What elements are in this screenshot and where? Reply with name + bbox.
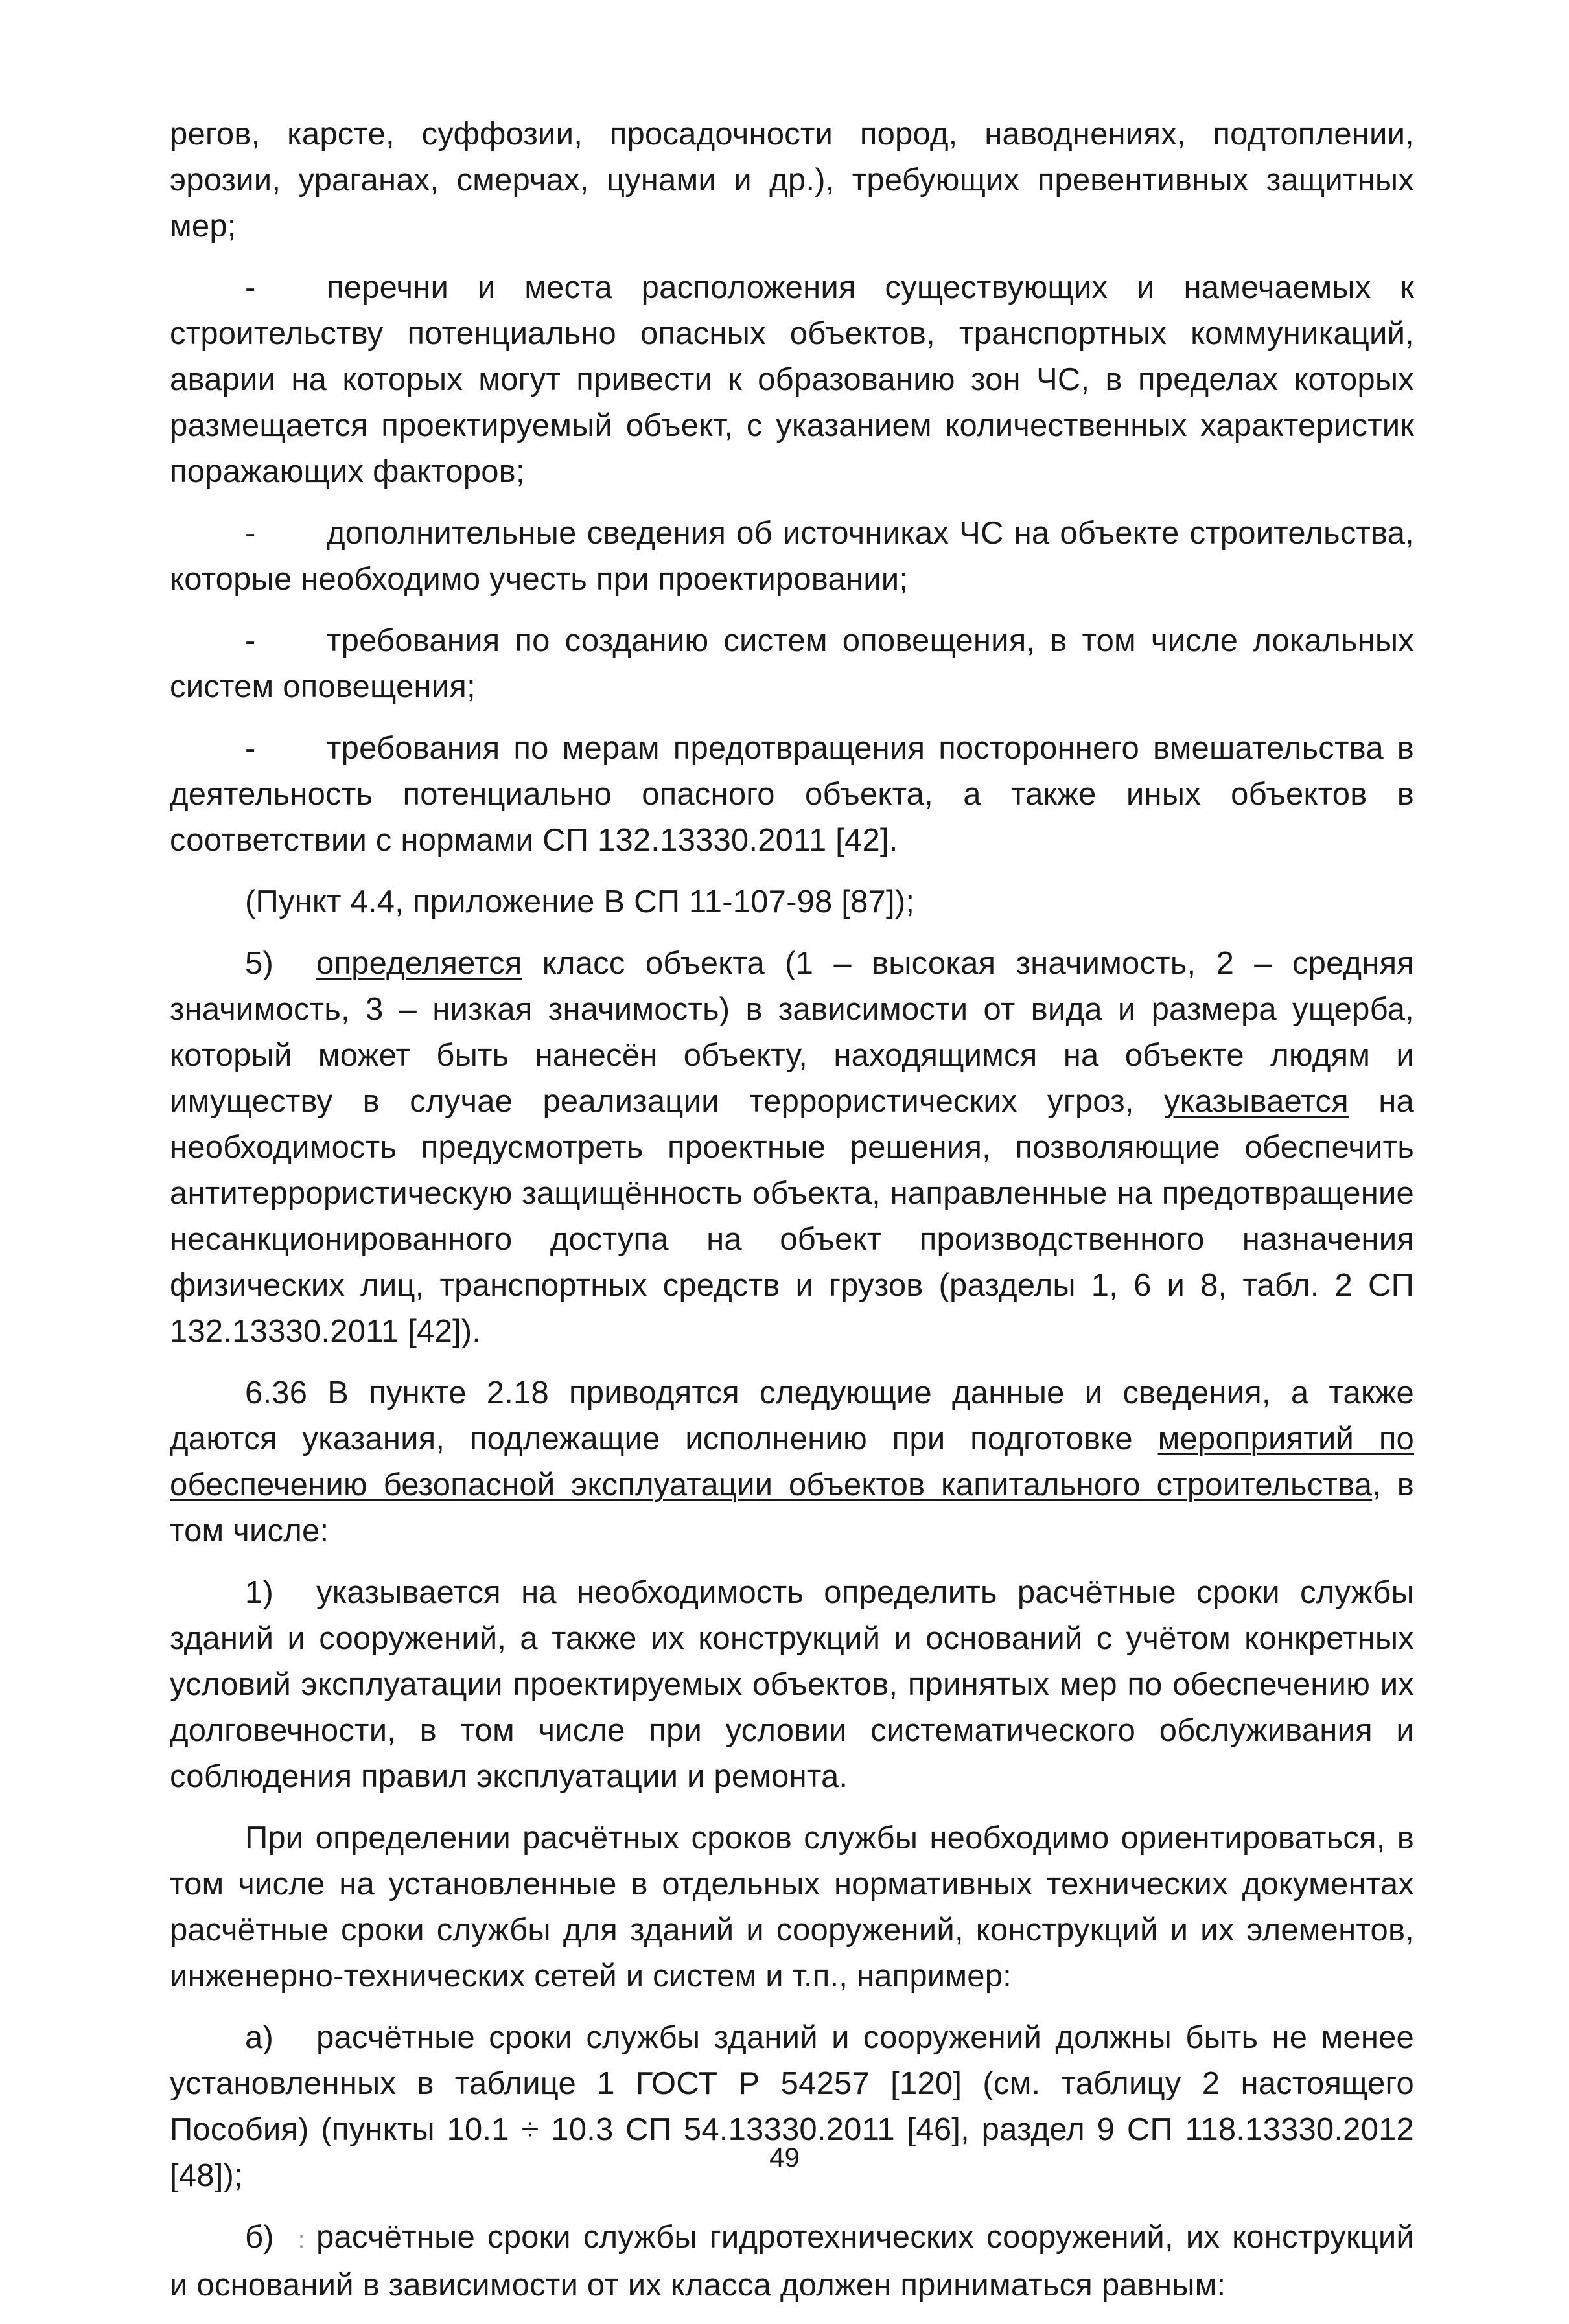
- paragraph-text: При определении расчётных сроков службы необходимо ориентироваться, в том числе на установленные в отдельных нормативных технических документах расчётные сроки службы для зданий и сооружений, конструкций и их элементов, инженерно-технических сетей и систем и т.п., например:: [170, 1821, 1414, 1994]
- list-item-numbered: [170, 941, 1414, 1355]
- dash-marker: -: [245, 270, 256, 305]
- underlined-keyword: указывается: [1164, 1084, 1349, 1119]
- list-item-text: дополнительные сведения об источниках ЧС на объекте строительства, которые необходимо учесть при проектировании;: [170, 516, 1414, 597]
- dash-marker: -: [245, 731, 256, 766]
- section-paragraph: [170, 1370, 1414, 1554]
- list-item-text: расчётные сроки службы зданий и сооружений должны быть не менее установленных в таблице 1 ГОСТ Р 54257 [120] (см. таблицу 2 настоящего Пособия) (пункты 10.1 ÷ 10.3 СП 54.13330.2011 [46], раздел 9 СП 118.13330.2012 [48]);: [170, 2020, 1414, 2193]
- body-paragraph: [170, 1815, 1414, 1999]
- list-item-dash: [170, 511, 1414, 603]
- reference-note: [170, 879, 1414, 925]
- letter-marker: а): [245, 2020, 273, 2055]
- list-item-text: класс объекта (1 – высокая значимость, 2 – средняя значимость, 3 – низкая значимость) в зависимости от вида и размера ущерба, который может быть нанесён объекту, находящимся на объекте людям и имуществу в случае реализации террористических угроз,: [170, 946, 1414, 1119]
- list-item-text: требования по созданию систем оповещения, в том числе локальных систем оповещения;: [170, 623, 1414, 704]
- list-item-dash: [170, 726, 1414, 864]
- reference-text: (Пункт 4.4, приложение В СП 11-107-98 [87]);: [245, 884, 915, 919]
- list-item-text: на необходимость предусмотреть проектные решения, позволяющие обеспечить антитеррористическую защищённость объекта, направленные на предотвращение несанкционированного доступа на объект производственного назначения физических лиц, транспортных средств и грузов (разделы 1, 6 и 8, табл. 2 СП 132.13330.2011 [42]).: [170, 1084, 1414, 1349]
- list-item-text: расчётные сроки службы гидротехнических сооружений, их конструкций и оснований в зависимости от их класса должен приниматься равным:: [170, 2220, 1414, 2303]
- dash-marker: -: [245, 516, 256, 551]
- number-marker: 5): [245, 946, 273, 981]
- number-marker: 1): [245, 1575, 273, 1610]
- list-item-numbered: [170, 1570, 1414, 1800]
- list-item-dash: [170, 618, 1414, 710]
- dash-marker: -: [245, 623, 256, 658]
- list-item-text: перечни и места расположения существующих и намечаемых к строительству потенциально опасных объектов, транспортных коммуникаций, аварии на которых могут привести к образованию зон ЧС, в пределах которых размещается проектируемый объект, с указанием количественных характеристик поражающих факторов;: [170, 270, 1414, 489]
- paragraph-continuation: [170, 111, 1414, 249]
- letter-marker: б): [245, 2220, 274, 2255]
- underlined-keyword: определяется: [316, 946, 522, 981]
- page-number: 49: [769, 2142, 800, 2172]
- underlined-phrase: мероприятий по обеспечению безопасной эксплуатации объектов капитального строительства: [170, 1421, 1415, 1502]
- list-item-text: требования по мерам предотвращения постороннего вмешательства в деятельность потенциально опасного объекта, а также иных объектов в соответствии с нормами СП 132.13330.2011 [42].: [170, 731, 1414, 858]
- list-item-dash: [170, 265, 1414, 495]
- list-item-lettered: :б) расчётные сроки службы гидротехнических сооружений, их конструкций и оснований в зависимости от их класса должен приниматься равным:: [170, 2215, 1414, 2308]
- page-body: [170, 111, 1414, 2324]
- list-item-text: указывается на необходимость определить расчётные сроки службы зданий и сооружений, а также их конструкций и оснований с учётом конкретных условий эксплуатации проектируемых объектов, принятых мер по обеспечению их долговечности, в том числе при условии систематического обслуживания и соблюдения правил эксплуатации и ремонта.: [170, 1575, 1414, 1794]
- paragraph-text: , в том числе:: [170, 1467, 1415, 1548]
- paragraph-text: 6.36 В пункте 2.18 приводятся следующие данные и сведения, а также даются указания, подлежащие исполнению при подготовке: [170, 1375, 1414, 1456]
- paragraph-text: регов, карсте, суффозии, просадочности пород, наводнениях, подтоплении, эрозии, ураганах, смерчах, цунами и др.), требующих превентивных защитных мер;: [170, 117, 1414, 244]
